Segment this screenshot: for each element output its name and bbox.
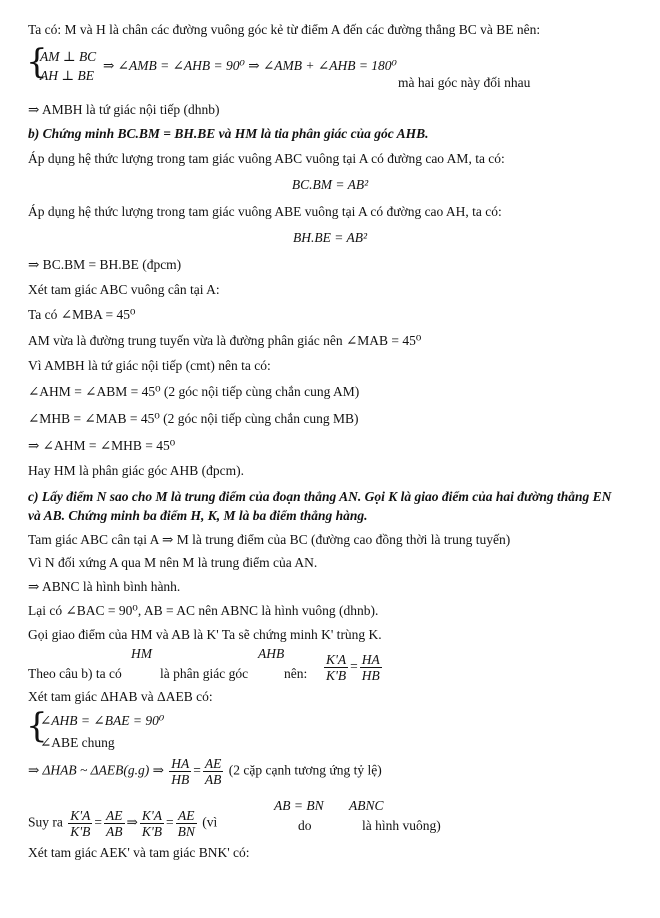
c-line-4: Lại có ∠BAC = 90⁰, AB = AC nên ABNC là hình vuông (dhnb). xyxy=(28,603,379,618)
fraction xyxy=(176,808,197,839)
c6-ahb: AHB xyxy=(258,646,285,661)
implies-arrow: ⇒ xyxy=(126,814,138,830)
numerator: AE xyxy=(106,808,123,823)
denominator: HB xyxy=(171,772,190,787)
c6-prefix: Theo câu b) ta có xyxy=(28,666,122,681)
numerator: K'A xyxy=(70,808,91,823)
c-line-1: Tam giác ABC cân tại A ⇒ M là trung điểm của BC (đường cao đồng thời là trung tuyến) xyxy=(28,532,511,547)
denominator: HB xyxy=(361,668,380,683)
c9-post: là hình vuông) xyxy=(362,818,441,833)
c6-nen: nên: xyxy=(284,666,308,681)
b-line-2: Áp dụng hệ thức lượng trong tam giác vuông ABE vuông tại A có đường cao AH, ta có: xyxy=(28,204,502,219)
c6-middle: là phân giác góc xyxy=(160,666,249,681)
conclusion-a: ⇒ AMBH là tứ giác nội tiếp (dhnb) xyxy=(28,102,220,117)
fraction xyxy=(140,808,164,839)
c9-abnc: ABNC xyxy=(349,798,384,813)
equation-1: BC.BM = AB² xyxy=(291,177,369,192)
fraction xyxy=(169,756,191,787)
fraction xyxy=(68,808,92,839)
similarity-text: ⇒ ΔHAB ~ ΔAEB(g.g) ⇒ xyxy=(28,762,164,778)
denominator: BN xyxy=(177,824,195,839)
c6-hm: HM xyxy=(131,646,152,661)
equals-sign: = xyxy=(94,814,103,830)
b-line-11: Hay HM là phân giác góc AHB (đpcm). xyxy=(28,463,244,478)
c-line-8 xyxy=(28,756,382,787)
numerator: AE xyxy=(176,808,197,824)
fraction xyxy=(360,652,382,683)
part-b-title: b) Chứng minh BC.BM = BH.BE và HM là tia phân giác của góc AHB. xyxy=(28,126,429,141)
numerator: HA xyxy=(171,756,190,771)
b-line-6: AM vừa là đường trung tuyến vừa là đường phân giác nên ∠MAB = 45⁰ xyxy=(28,333,422,348)
system-line-1: AM ⊥ BC xyxy=(40,49,97,64)
system-note: mà hai góc này đối nhau xyxy=(398,75,531,90)
c9-do: do xyxy=(298,818,312,833)
intro-line: Ta có: M và H là chân các đường vuông góc kẻ từ điểm A đến các đường thẳng BC và BE nên: xyxy=(28,22,541,37)
denominator: K'B xyxy=(141,824,162,839)
c-line-7: Xét tam giác ΔHAB và ΔAEB có: xyxy=(28,689,213,704)
numerator: HA xyxy=(361,652,380,667)
equation-2: BH.BE = AB² xyxy=(292,230,368,245)
b-line-1: Áp dụng hệ thức lượng trong tam giác vuông ABC vuông tại A có đường cao AM, ta có: xyxy=(28,151,505,166)
b-line-8: ∠AHM = ∠ABM = 45⁰ (2 góc nội tiếp cùng chắn cung AM) xyxy=(28,384,360,399)
numerator: K'A xyxy=(141,808,162,823)
system-brace: { xyxy=(26,706,48,746)
numerator: AE xyxy=(204,756,222,771)
part-c-title-1: c) Lấy điểm N sao cho M là trung điểm của đoạn thẳng AN. Gọi K là giao điểm của hai đường thẳng EN xyxy=(28,489,612,504)
b-line-4: Xét tam giác ABC vuông cân tại A: xyxy=(28,282,220,297)
fraction xyxy=(324,652,348,683)
denominator: AB xyxy=(106,824,123,839)
c6-ratio xyxy=(322,652,384,683)
suy-ra-label: Suy ra xyxy=(28,814,63,830)
system2-line-1: ∠AHB = ∠BAE = 90⁰ xyxy=(40,713,165,728)
c9-ab-bn: AB = BN xyxy=(274,798,324,813)
fraction xyxy=(104,808,125,839)
system2-line-2: ∠ABE chung xyxy=(40,735,115,750)
equals-sign: = xyxy=(350,658,358,674)
similarity-note: (2 cặp cạnh tương ứng tỷ lệ) xyxy=(228,762,382,778)
part-c-title-2: và AB. Chứng minh ba điểm H, K, M là ba điểm thẳng hàng. xyxy=(28,508,368,523)
equals-sign: = xyxy=(165,814,174,830)
c-line-2: Vì N đối xứng A qua M nên M là trung điểm của AN. xyxy=(28,555,318,570)
denominator: K'B xyxy=(326,668,347,683)
system-line-2: AH ⊥ BE xyxy=(40,68,94,83)
b-line-10: ⇒ ∠AHM = ∠MHB = 45⁰ xyxy=(28,438,176,453)
system-brace: { xyxy=(26,42,48,82)
system-result: ⇒ ∠AMB = ∠AHB = 90⁰ ⇒ ∠AMB + ∠AHB = 180⁰ xyxy=(103,58,397,73)
c-line-5: Gọi giao điểm của HM và AB là K' Ta sẽ chứng minh K' trùng K. xyxy=(28,627,382,642)
numerator: K'A xyxy=(326,652,347,667)
c-line-10: Xét tam giác AEK' và tam giác BNK' có: xyxy=(28,845,250,860)
c-line-9 xyxy=(28,808,217,839)
b-line-5: Ta có ∠MBA = 45⁰ xyxy=(28,307,136,322)
denominator: K'B xyxy=(70,824,91,839)
b-line-9: ∠MHB = ∠MAB = 45⁰ (2 góc nội tiếp cùng chắn cung MB) xyxy=(28,411,359,426)
denominator: AB xyxy=(204,772,222,787)
fraction xyxy=(203,756,224,787)
b-line-7: Vì AMBH là tứ giác nội tiếp (cmt) nên ta có: xyxy=(28,358,271,373)
c-line-3: ⇒ ABNC là hình bình hành. xyxy=(28,579,181,594)
because-text: (vì xyxy=(202,814,218,830)
equals-sign: = xyxy=(193,762,201,778)
b-line-3: ⇒ BC.BM = BH.BE (đpcm) xyxy=(28,257,182,272)
